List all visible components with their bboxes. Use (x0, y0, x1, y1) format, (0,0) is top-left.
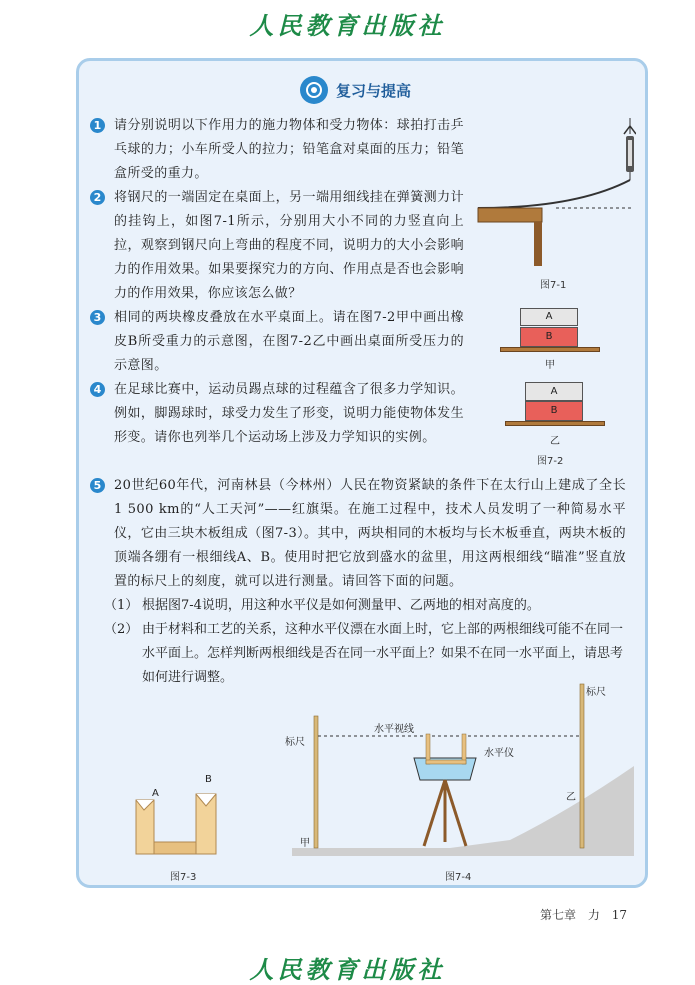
figure-7-1 (476, 116, 636, 276)
subquestion-2-number: （2） (104, 622, 139, 637)
ruler-right (580, 684, 584, 848)
question-number: 2 (90, 190, 105, 205)
question-1-text: 请分别说明以下作用力的施力物体和受力物体：球拍打击乒乓球的力；小车所受人的拉力；铅笔盒对桌面的压力；铅笔盒所受的重力。 (114, 118, 464, 181)
figure-7-2-caption: 图7-2 (537, 456, 564, 467)
label-b: B (205, 774, 212, 785)
label-jia: 甲 (545, 360, 555, 371)
table-yi (505, 421, 605, 426)
table-jia (500, 347, 600, 352)
block-a-yi: A (525, 382, 583, 401)
subquestion-1-text: 根据图7-4说明，用这种水平仪是如何测量甲、乙两地的相对高度的。 (142, 598, 540, 613)
label-jia-position: 甲 (300, 838, 310, 849)
chapter-label: 第七章 (540, 908, 577, 922)
label-ruler-left: 标尺 (285, 737, 305, 748)
question-5-text: 20世纪60年代，河南林县（今林州）人民在物资紧缺的条件下在太行山上建成了全长1 500 km的“人工天河”——红旗渠。在施工过程中，技术人员发明了一种简易水平仪，它由三块木板组成（图7-3）。其中，两块相同的木板均与长木板垂直，两块木板的顶端各绷有一根细线A、B。使用时把它放到盛水的盆里，用这两根细线“瞄准”竖直放置的标尺上的刻度，就可以进行测量。请回答下面的问题。 (114, 478, 626, 589)
figure-7-1-caption: 图7-1 (540, 280, 567, 291)
label-a: A (152, 788, 159, 799)
block-b-yi: B (525, 401, 583, 421)
label-ruler-right: 标尺 (586, 687, 606, 698)
target-icon (300, 76, 328, 104)
table-top (478, 208, 542, 222)
block-b-jia: B (520, 327, 578, 347)
section-header (300, 76, 411, 104)
table-leg (534, 222, 542, 266)
block-a-jia: A (520, 308, 578, 326)
label-level: 水平仪 (484, 748, 514, 759)
question-4-text: 在足球比赛中，运动员踢点球的过程蕴含了很多力学知识。例如，脚踢球时，球受力发生了形变，说明力能使物体发生形变。请你也列举几个运动场上涉及力学知识的实例。 (114, 382, 464, 445)
label-sight-line: 水平视线 (374, 724, 414, 735)
question-3-text: 相同的两块橡皮叠放在水平桌面上。请在图7-2甲中画出橡皮B所受重力的示意图，在图7-2乙中画出桌面所受压力的示意图。 (114, 310, 464, 373)
figure-7-3-caption: 图7-3 (170, 872, 197, 883)
page-number: 17 (611, 908, 627, 922)
question-2-text: 将钢尺的一端固定在桌面上，另一端用细线挂在弹簧测力计的挂钩上，如图7-1所示，分别用大小不同的力竖直向上拉，观察到钢尺向上弯曲的程度不同，说明力的大小会影响力的作用效果。如果要探究力的方向、作用点是否也会影响力的作用效果，你应该怎么做？ (114, 190, 464, 301)
publisher-logo-top: 人民教育出版社 (249, 11, 446, 40)
topic-label: 力 (587, 908, 600, 922)
publisher-logo-bottom: 人民教育出版社 (249, 955, 446, 984)
question-number: 3 (90, 310, 105, 325)
figure-7-4-caption: 图7-4 (445, 872, 472, 883)
label-yi: 乙 (550, 436, 560, 447)
question-number: 4 (90, 382, 105, 397)
ruler-left (314, 716, 318, 848)
section-title: 复习与提高 (336, 81, 412, 100)
steel-ruler (478, 180, 630, 208)
page-footer (540, 906, 635, 923)
figure-7-4-measurement (290, 680, 636, 864)
figure-7-3-level-device (130, 780, 230, 862)
label-yi-position: 乙 (566, 792, 576, 803)
question-number: 1 (90, 118, 105, 133)
question-number: 5 (90, 478, 105, 493)
subquestion-2-text: 由于材料和工艺的关系，这种水平仪漂在水面上时，它上部的两根细线可能不在同一水平面上。怎样判断两根细线是否在同一水平面上？如果不在同一水平面上，请思考如何进行调整。 (142, 622, 624, 685)
subquestion-1-number: （1） (104, 598, 139, 613)
